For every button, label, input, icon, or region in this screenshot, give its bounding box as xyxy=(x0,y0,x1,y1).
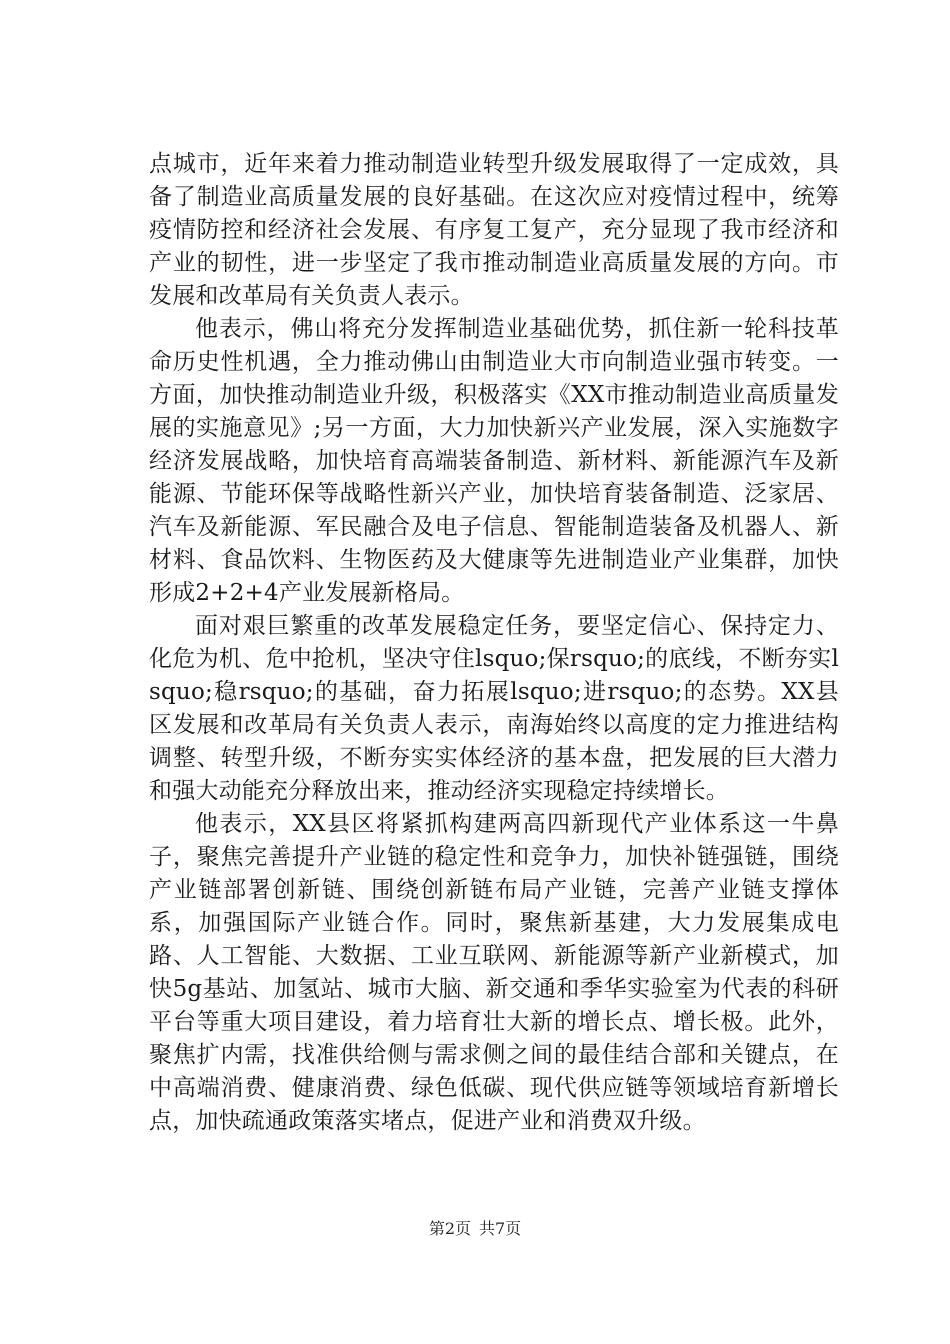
paragraph: 他表示，XX县区将紧抓构建两高四新现代产业体系这一牛鼻子，聚焦完善提升产业链的稳定性和竞争力，加快补链强链，围绕产业链部署创新链、围绕创新链布局产业链，完善产业链支撑体系，加强国际产业链合作。同时，聚焦新基建，大力发展集成电路、人工智能、大数据、工业互联网、新能源等新产业新模式，加快5g基站、加氢站、城市大脑、新交通和季华实验室为代表的科研平台等重大项目建设，着力培育壮大新的增长点、增长极。此外，聚焦扩内需，找准供给侧与需求侧之间的最佳结合部和关键点，在中高端消费、健康消费、绿色低碳、现代供应链等领域培育新增长点，加快疏通政策落实堵点，促进产业和消费双升级。 xyxy=(149,811,839,1134)
paragraph: 他表示，佛山将充分发挥制造业基础优势，抓住新一轮科技革命历史性机遇，全力推动佛山由制造业大市向制造业强市转变。一方面，加快推动制造业升级，积极落实《XX市推动制造业高质量发展的实施意见》;另一方面，大力加快新兴产业发展，深入实施数字经济发展战略，加快培育高端装备制造、新材料、新能源汽车及新能源、节能环保等战略性新兴产业，加快培育装备制造、泛家居、汽车及新能源、军民融合及电子信息、智能制造装备及机器人、新材料、食品饮料、生物医药及大健康等先进制造业产业集群，加快形成2+2+4产业发展新格局。 xyxy=(149,316,839,606)
page-number: 第2页 xyxy=(428,1219,471,1238)
document-body xyxy=(149,148,839,1138)
paragraph-continued: 点城市，近年来着力推动制造业转型升级发展取得了一定成效，具备了制造业高质量发展的良好基础。在这次应对疫情过程中，统筹疫情防控和经济社会发展、有序复工复产，充分显现了我市经济和产业的韧性，进一步坚定了我市推动制造业高质量发展的方向。市发展和改革局有关负责人表示。 xyxy=(149,151,839,309)
page-footer xyxy=(0,1216,950,1239)
paragraph: 面对艰巨繁重的改革发展稳定任务，要坚定信心、保持定力、化危为机、危中抢机，坚决守住lsquo;保rsquo;的底线，不断夯实lsquo;稳rsquo;的基础，奋力拓展lsquo;进rsquo;的态势。XX县区发展和改革局有关负责人表示，南海始终以高度的定力推进结构调整、转型升级，不断夯实实体经济的基本盘，把发展的巨大潜力和强大动能充分释放出来，推动经济实现稳定持续增长。 xyxy=(149,613,839,804)
page-total: 共7页 xyxy=(479,1219,522,1238)
